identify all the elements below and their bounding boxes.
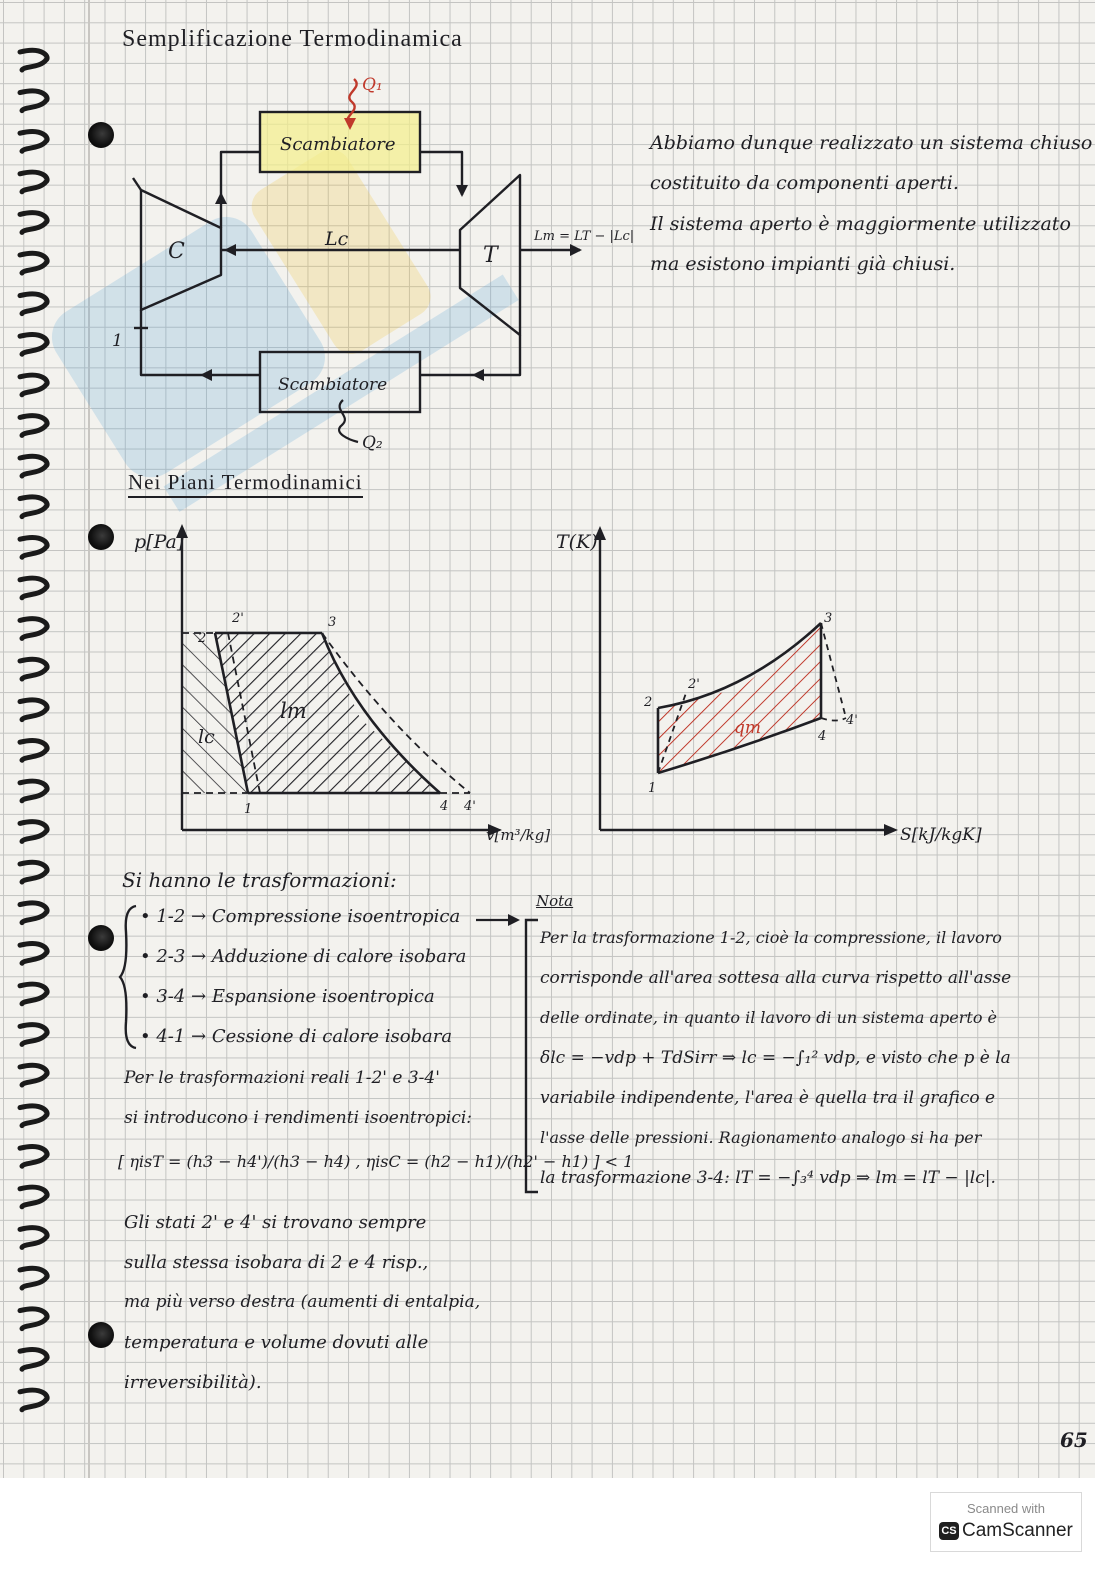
pv-point-label: 2 <box>198 631 207 646</box>
spiral-coil <box>20 1106 47 1126</box>
spiral-coil <box>20 335 47 355</box>
transformations-brace <box>118 902 140 1052</box>
note-label: Nota <box>536 892 574 910</box>
ts-point-label: 2 <box>644 695 653 710</box>
ts-point-label: 2' <box>688 677 700 692</box>
note-line: l'asse delle pressioni. Ragionamento analogo si ha per <box>540 1128 982 1147</box>
spiral-coil <box>20 456 47 476</box>
ts-x-label: S[kJ/kgK] <box>900 825 982 845</box>
punch-hole <box>88 524 114 550</box>
spiral-coil <box>20 659 47 679</box>
spiral-coil <box>20 984 47 1004</box>
note-bracket <box>522 916 542 1196</box>
spiral-coil <box>20 1390 47 1410</box>
note-line: variabile indipendente, l'area è quella tra il grafico e <box>540 1088 996 1108</box>
cycle-diagram <box>100 70 635 460</box>
real-transformations-line: si introducono i rendimenti isoentropici: <box>124 1108 473 1128</box>
spiral-coil <box>20 538 47 558</box>
pv-point-label: 2' <box>232 611 244 626</box>
pv-area-lm <box>215 633 440 793</box>
note-line: Per la trasformazione 1-2, cioè la compressione, il lavoro <box>540 928 1002 947</box>
heat-exchanger-bottom-label: Scambiatore <box>278 375 388 395</box>
spiral-coil <box>20 862 47 882</box>
spiral-coil <box>20 132 47 152</box>
pv-point-label: 3 <box>328 615 337 630</box>
transformation-item: • 1-2 → Compressione isoentropica <box>140 906 461 927</box>
transformation-item: • 4-1 → Cessione di calore isobara <box>140 1026 453 1047</box>
spiral-coil <box>20 700 47 720</box>
arrow-to-note <box>474 910 522 930</box>
pv-area-lc-label: lc <box>198 726 215 748</box>
margin-line <box>88 0 90 1478</box>
side-note-line: Il sistema aperto è maggiormente utilizzato <box>650 213 1071 235</box>
ts-point-label: 3 <box>824 611 833 626</box>
spiral-coil <box>20 1025 47 1045</box>
spiral-coil <box>20 416 47 436</box>
spiral-coil <box>20 375 47 395</box>
note-line: δlc = −vdp + TdSirr ⇒ lc = −∫₁² vdp, e visto che p è la <box>540 1048 1011 1068</box>
pv-point-label: 4 <box>440 799 449 814</box>
spiral-coil <box>20 1065 47 1085</box>
spiral-coil <box>20 213 47 233</box>
pv-point-label: 1 <box>244 802 253 817</box>
spiral-coil <box>20 50 47 70</box>
ts-point-label: 4 <box>818 729 827 744</box>
pv-chart <box>120 518 560 863</box>
spiral-coil <box>20 1268 47 1288</box>
ts-point-label: 4' <box>846 713 858 728</box>
scanner-badge-brand-row <box>939 1520 1079 1542</box>
page-number: 65 <box>1060 1428 1088 1452</box>
spiral-coil <box>20 1350 47 1370</box>
pv-area-lm-label: lm <box>280 699 307 723</box>
spiral-coil <box>20 172 47 192</box>
spiral-coil <box>20 822 47 842</box>
spiral-coil <box>20 619 47 639</box>
camscanner-logo-icon: CS <box>939 1522 959 1540</box>
spiral-coil <box>20 253 47 273</box>
spiral-coil <box>20 944 47 964</box>
spiral-coil <box>20 1187 47 1207</box>
spiral-coil <box>20 1147 47 1167</box>
side-note-line: costituito da componenti aperti. <box>650 172 959 194</box>
spiral-coil <box>20 903 47 923</box>
note-line: la trasformazione 3-4: lT = −∫₃⁴ vdp ⇒ lm = lT − |lc|. <box>540 1168 996 1188</box>
spiral-coil <box>20 1228 47 1248</box>
spiral-coil <box>20 497 47 517</box>
page-title: Semplificazione Termodinamica <box>122 26 463 52</box>
transformations-intro: Si hanno le trasformazioni: <box>122 868 397 892</box>
note-line: delle ordinate, in quanto il lavoro di un sistema aperto è <box>540 1008 998 1027</box>
side-note-line: Abbiamo dunque realizzato un sistema chiuso <box>650 132 1093 154</box>
ts-area-qm-label: qm <box>734 718 762 738</box>
heat-exchanger-top-label: Scambiatore <box>280 134 396 155</box>
states-note-line: sulla stessa isobara di 2 e 4 risp., <box>124 1252 429 1273</box>
ts-y-label: T(K) <box>556 531 598 553</box>
real-transformations-line: Per le trasformazioni reali 1-2' e 3-4' <box>124 1068 440 1088</box>
states-note-line: ma più verso destra (aumenti di entalpia, <box>124 1292 481 1312</box>
spiral-binding <box>0 0 60 1478</box>
punch-hole <box>88 925 114 951</box>
net-work-label: Lm = LT − |Lc| <box>534 229 635 244</box>
pv-y-label: p[Pa] <box>134 531 185 553</box>
spiral-coil <box>20 781 47 801</box>
spiral-coil <box>20 294 47 314</box>
ts-point-label: 1 <box>648 781 657 796</box>
spiral-coil <box>20 578 47 598</box>
states-note-line: irreversibilità). <box>124 1372 262 1393</box>
transformation-item: • 3-4 → Espansione isoentropica <box>140 986 435 1007</box>
point-1-label: 1 <box>112 331 123 351</box>
ts-chart <box>556 518 982 863</box>
section-title: Nei Piani Termodinamici <box>128 470 363 498</box>
scanner-badge <box>930 1492 1082 1552</box>
states-note-line: Gli stati 2' e 4' si trovano sempre <box>124 1212 427 1233</box>
heat-out-label: Q₂ <box>362 433 383 453</box>
side-note-line: ma esistono impianti già chiusi. <box>650 253 956 275</box>
transformation-item: • 2-3 → Adduzione di calore isobara <box>140 946 467 967</box>
compressor-work-label: Lc <box>325 228 349 250</box>
punch-hole <box>88 1322 114 1348</box>
heat-in-label: Q₁ <box>362 75 383 95</box>
pv-point-label: 4' <box>464 799 476 814</box>
compressor-label: C <box>168 239 185 264</box>
states-note-line: temperatura e volume dovuti alle <box>124 1332 429 1353</box>
note-line: corrisponde all'area sottesa alla curva rispetto all'asse <box>540 968 1012 988</box>
scanner-badge-top: Scanned with <box>966 1501 1046 1516</box>
spiral-coil <box>20 1309 47 1329</box>
spiral-coil <box>20 741 47 761</box>
efficiency-formula: [ ηisT = (h3 − h4')/(h3 − h4) , ηisC = (h2 − h1)/(h2' − h1) ] < 1 <box>118 1152 634 1171</box>
heat-out-squiggle <box>339 400 358 442</box>
turbine-label: T <box>483 243 498 268</box>
spiral-coil <box>20 91 47 111</box>
scanner-badge-brand: CamScanner <box>962 1520 1073 1541</box>
pv-x-label: v[m³/kg] <box>486 826 551 844</box>
